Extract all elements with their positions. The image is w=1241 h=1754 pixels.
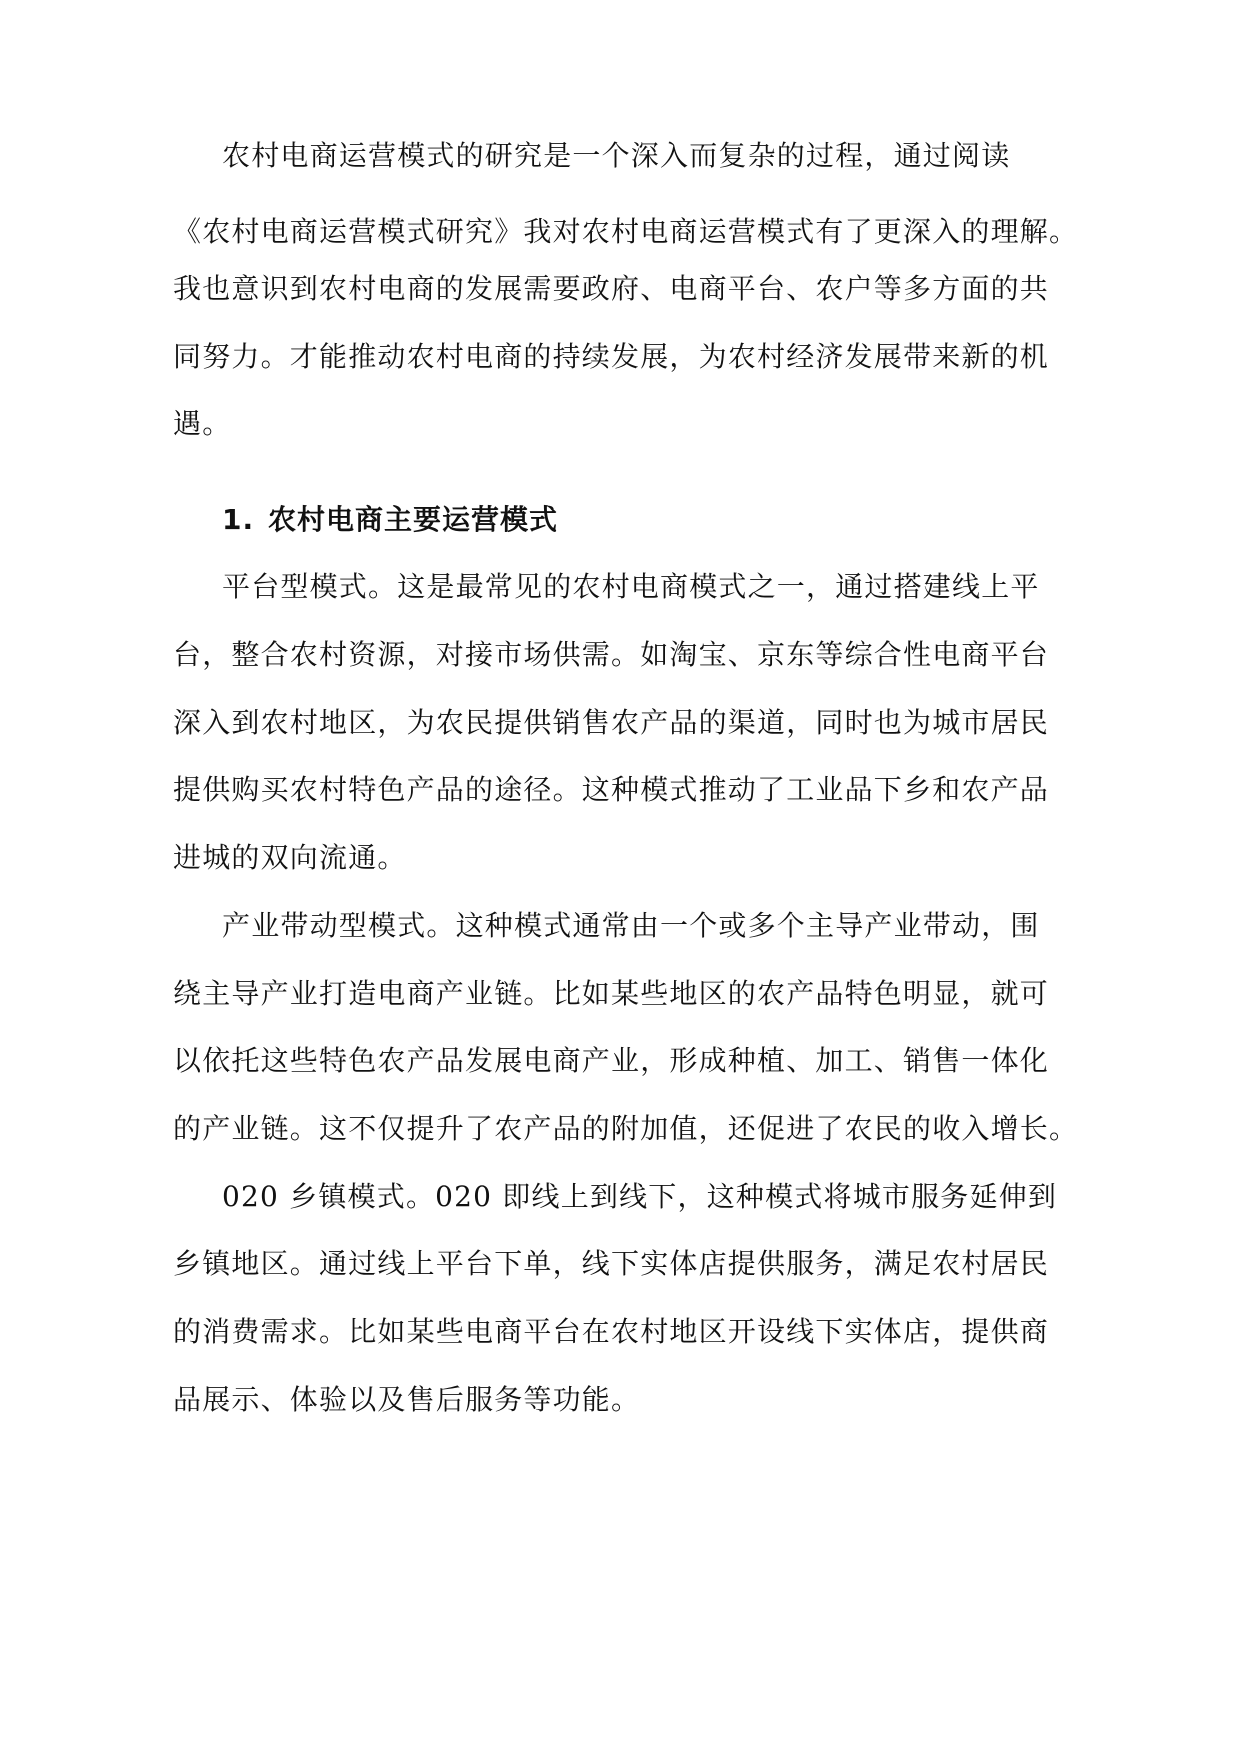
section-title: 农村电商主要运营模式 [268, 503, 559, 536]
o2o-line-1: 020 乡镇模式。020 即线上到线下，这种模式将城市服务延伸到 [222, 1180, 1058, 1213]
industry-line-2: 绕主导产业打造电商产业链。比如某些地区的农产品特色明显，就可 [173, 977, 1050, 1010]
platform-line-3: 深入到农村地区，为农民提供销售农产品的渠道，同时也为城市居民 [173, 706, 1050, 739]
o2o-line-2: 乡镇地区。通过线上平台下单，线下实体店提供服务，满足农村居民 [173, 1247, 1050, 1280]
o2o-line-3: 的消费需求。比如某些电商平台在农村地区开设线下实体店，提供商 [173, 1315, 1050, 1348]
section-heading [222, 500, 558, 540]
intro-line-4: 同努力。才能推动农村电商的持续发展，为农村经济发展带来新的机 [173, 340, 1050, 373]
o2o-line-4: 品展示、体验以及售后服务等功能。 [173, 1383, 641, 1416]
intro-line-3: 我也意识到农村电商的发展需要政府、电商平台、农户等多方面的共 [173, 272, 1050, 305]
industry-line-3: 以依托这些特色农产品发展电商产业，形成种植、加工、销售一体化 [173, 1044, 1050, 1077]
intro-line-5: 遇。 [173, 407, 232, 440]
industry-line-4: 的产业链。这不仅提升了农产品的附加值，还促进了农民的收入增长。 [173, 1112, 1079, 1145]
platform-line-1: 平台型模式。这是最常见的农村电商模式之一，通过搭建线上平 [222, 570, 1040, 603]
platform-line-4: 提供购买农村特色产品的途径。这种模式推动了工业品下乡和农产品 [173, 773, 1050, 806]
section-number: 1. [222, 503, 255, 536]
industry-line-1: 产业带动型模式。这种模式通常由一个或多个主导产业带动，围 [222, 909, 1040, 942]
platform-line-5: 进城的双向流通。 [173, 841, 407, 874]
platform-line-2: 台，整合农村资源，对接市场供需。如淘宝、京东等综合性电商平台 [173, 638, 1050, 671]
intro-line-2: 《农村电商运营模式研究》我对农村电商运营模式有了更深入的理解。 [173, 215, 1079, 248]
intro-line-1: 农村电商运营模式的研究是一个深入而复杂的过程，通过阅读 [222, 139, 1011, 172]
